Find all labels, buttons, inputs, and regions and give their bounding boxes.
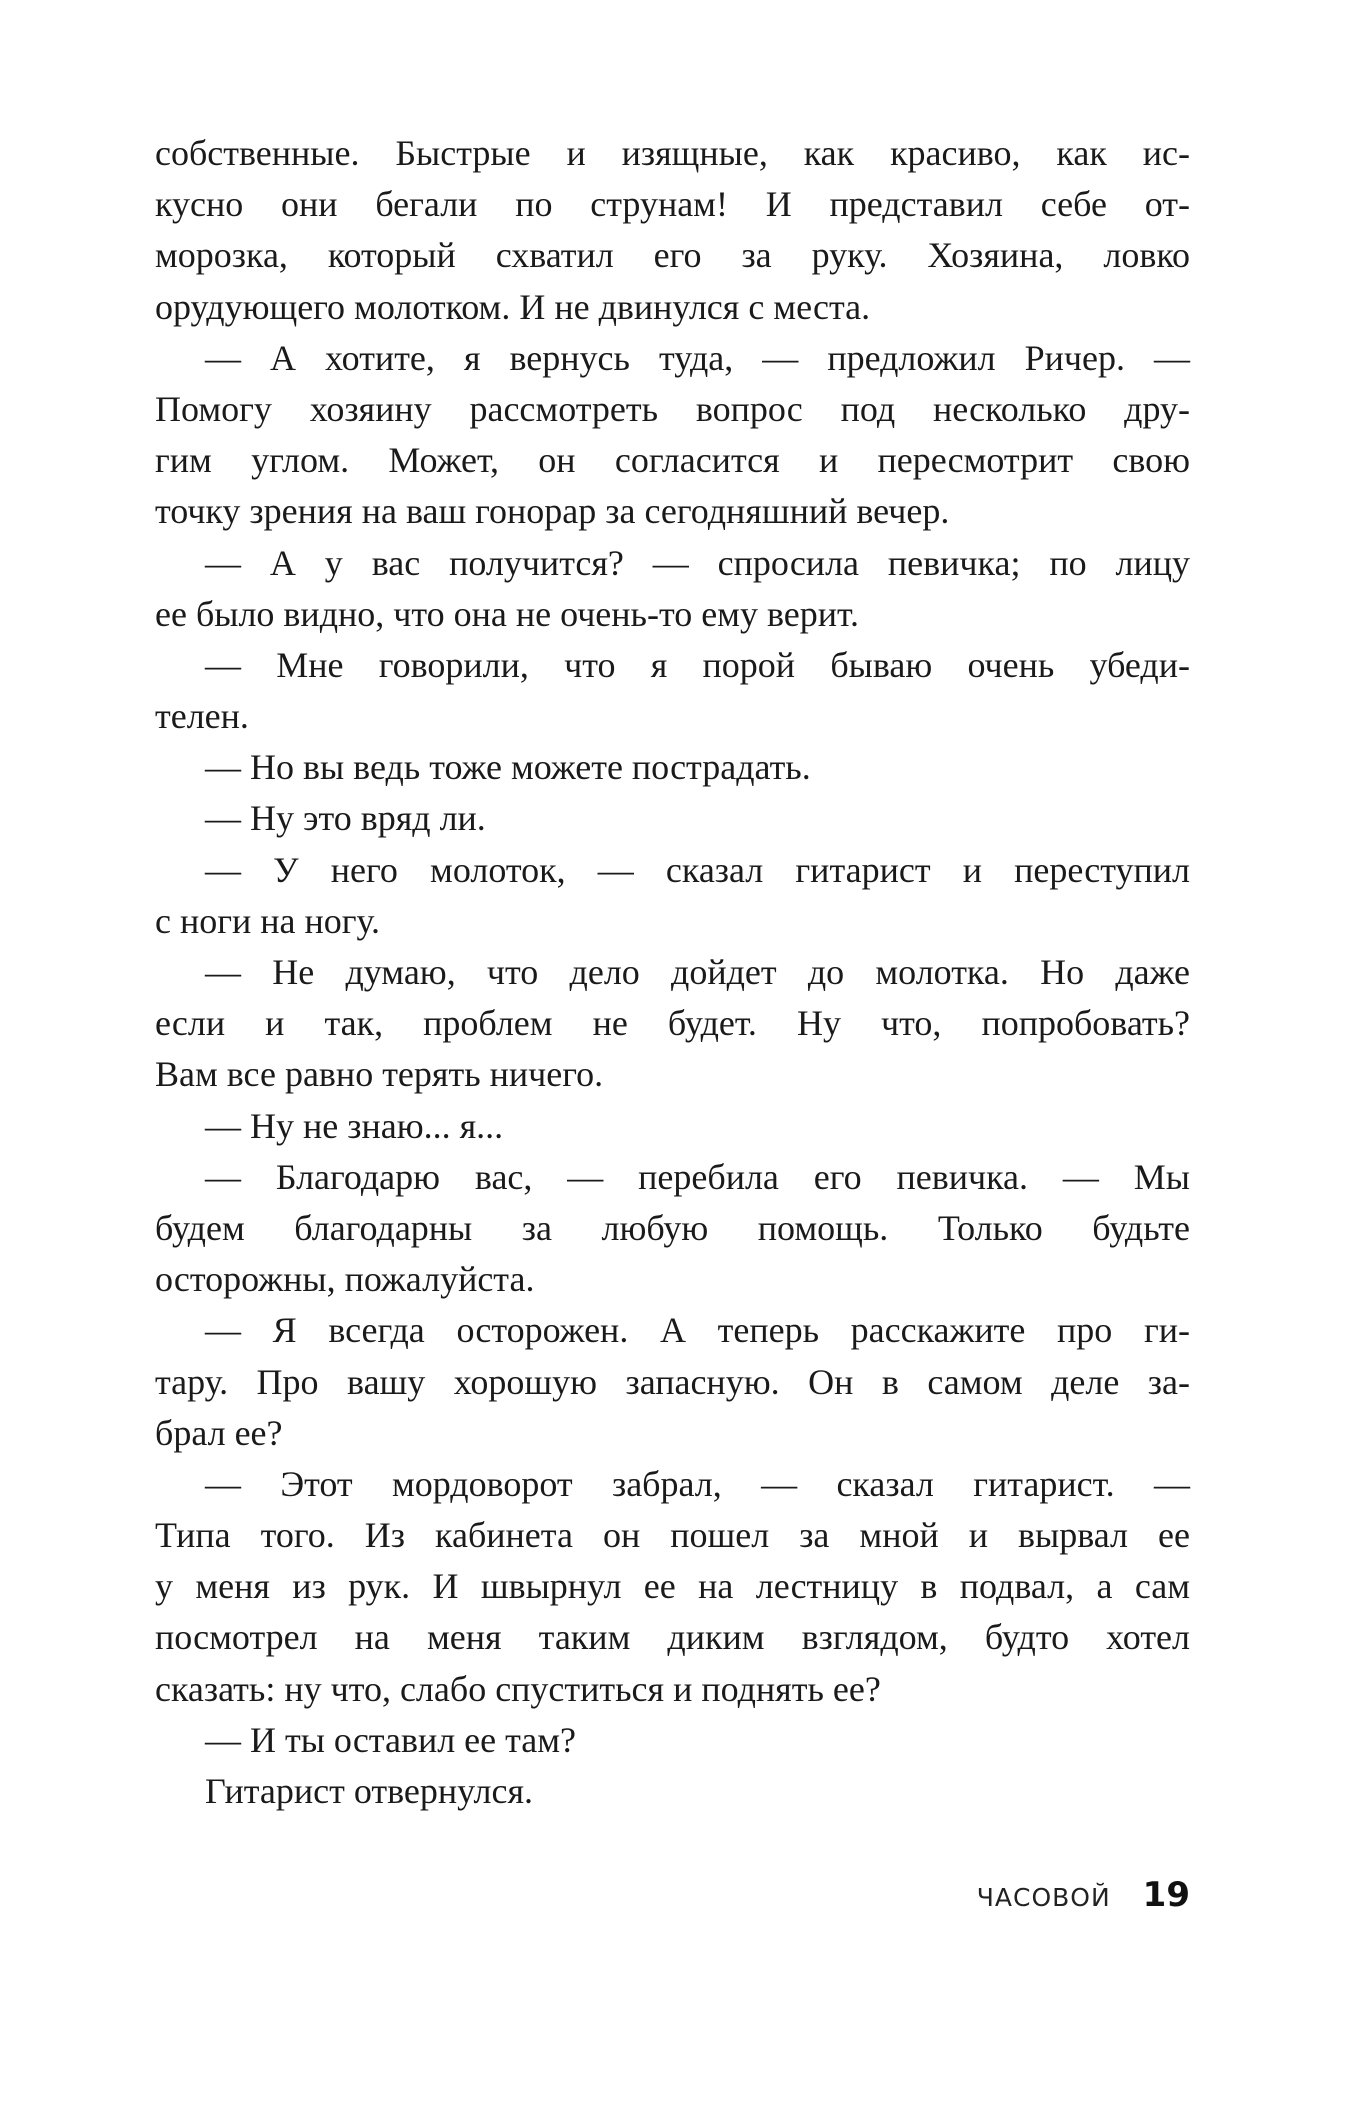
page-number: 19 — [1142, 1875, 1190, 1915]
text-line: ее было видно, что она не очень-то ему верит. — [155, 593, 860, 634]
text-line: — У него молоток, — сказал гитарист и переступил — [205, 849, 1190, 890]
text-line: осторожны, пожалуйста. — [155, 1259, 535, 1300]
text-line: сказать: ну что, слабо спуститься и поднять ее? — [155, 1668, 881, 1709]
text-line: будем благодарны за любую помощь. Только будьте — [155, 1207, 1190, 1248]
text-line: тару. Про вашу хорошую запасную. Он в самом деле за- — [155, 1361, 1190, 1402]
text-line: морозка, который схватил его за руку. Хозяина, ловко — [155, 235, 1190, 276]
text-line: — Но вы ведь тоже можете пострадать. — [205, 747, 811, 788]
text-line: Вам все равно терять ничего. — [155, 1054, 604, 1095]
text-line: орудующего молотком. И не двинулся с места. — [155, 286, 871, 327]
text-line: точку зрения на ваш гонорар за сегодняшний вечер. — [155, 491, 950, 532]
text-line: с ноги на ногу. — [155, 900, 380, 941]
text-line: Помогу хозяину рассмотреть вопрос под несколько дру- — [155, 388, 1190, 429]
text-line: у меня из рук. И швырнул ее на лестницу в подвал, а сам — [155, 1566, 1190, 1607]
text-line: — А у вас получится? — спросила певичка; по лицу — [205, 542, 1190, 583]
text-line: гим углом. Может, он согласится и пересмотрит свою — [155, 440, 1190, 481]
running-title: ЧАСОВОЙ — [976, 1883, 1111, 1912]
text-line: Гитарист отвернулся. — [205, 1771, 534, 1811]
text-line: телен. — [155, 696, 249, 737]
text-line: — Ну это вряд ли. — [205, 798, 486, 839]
text-line: брал ее? — [155, 1412, 283, 1453]
text-line: Типа того. Из кабинета он пошел за мной и вырвал ее — [155, 1515, 1190, 1556]
text-line: — Благодарю вас, — перебила его певичка. — Мы — [205, 1156, 1190, 1197]
text-line: — А хотите, я вернусь туда, — предложил Ричер. — — [205, 337, 1190, 378]
text-line: — Этот мордоворот забрал, — сказал гитарист. — — [205, 1463, 1190, 1504]
text-body — [155, 128, 1190, 1817]
text-line: посмотрел на меня таким диким взглядом, будто хотел — [155, 1617, 1190, 1658]
page-footer — [155, 1875, 1190, 1915]
text-line: кусно они бегали по струнам! И представил себе от- — [155, 184, 1190, 225]
text-line: — И ты оставил ее там? — [205, 1719, 577, 1760]
text-line: — Ну не знаю... я... — [205, 1105, 504, 1146]
text-line: — Мне говорили, что я порой бываю очень убеди- — [205, 644, 1190, 685]
text-line: если и так, проблем не будет. Ну что, попробовать? — [155, 1003, 1190, 1044]
text-line: — Я всегда осторожен. А теперь расскажите про ги- — [205, 1310, 1190, 1351]
text-line: собственные. Быстрые и изящные, как красиво, как ис- — [155, 133, 1190, 173]
text-line: — Не думаю, что дело дойдет до молотка. Но даже — [205, 952, 1190, 992]
